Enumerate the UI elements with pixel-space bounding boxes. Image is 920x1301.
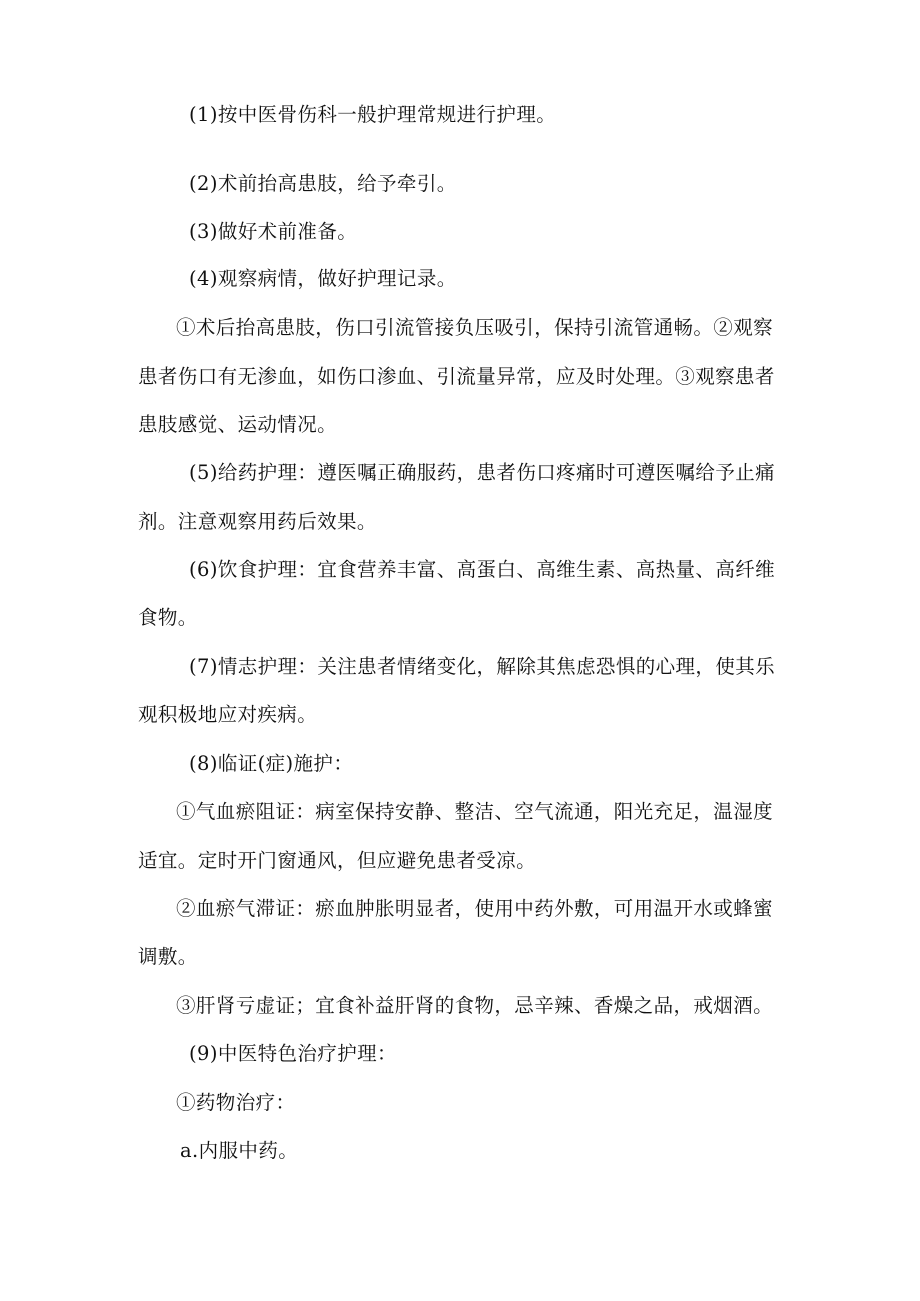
paragraph-5-line-1: (5)给药护理：遵医嘱正确服药，患者伤口疼痛时可遵医嘱给予止痛 [189, 461, 776, 484]
paragraph-1: (1)按中医骨伤科一般护理常规进行护理。 [189, 103, 557, 126]
paragraph-observation-line-1: ①术后抬高患肢，伤口引流管接负压吸引，保持引流管通畅。②观察 [176, 316, 774, 339]
paragraph-8: (8)临证(症)施护： [189, 752, 354, 775]
paragraph-6-line-1: (6)饮食护理：宜食营养丰富、高蛋白、高维生素、高热量、高纤维 [189, 558, 776, 581]
paragraph-4: (4)观察病情，做好护理记录。 [189, 267, 457, 290]
syndrome-1-line-1: ①气血瘀阻证：病室保持安静、整洁、空气流通，阳光充足，温湿度 [176, 800, 774, 823]
paragraph-5-line-2: 剂。注意观察用药后效果。 [138, 510, 377, 533]
paragraph-observation-line-2: 患者伤口有无渗血，如伤口渗血、引流量异常，应及时处理。③观察患者 [138, 365, 775, 388]
syndrome-3: ③肝肾亏虚证；宜食补益肝肾的食物，忌辛辣、香燥之品，戒烟酒。 [176, 994, 774, 1017]
paragraph-6-line-2: 食物。 [138, 606, 198, 629]
paragraph-2: (2)术前抬高患肢，给予牵引。 [189, 172, 457, 195]
treatment-1: ①药物治疗： [176, 1091, 296, 1114]
paragraph-3: (3)做好术前准备。 [189, 220, 358, 243]
treatment-1-a: a.内服中药。 [180, 1139, 299, 1162]
syndrome-1-line-2: 适宜。定时开门窗通风，但应避免患者受凉。 [138, 849, 537, 872]
paragraph-7-line-1: (7)情志护理：关注患者情绪变化，解除其焦虑恐惧的心理，使其乐 [189, 655, 776, 678]
syndrome-2-line-1: ②血瘀气滞证：瘀血肿胀明显者，使用中药外敷，可用温开水或蜂蜜 [176, 897, 774, 920]
paragraph-observation-line-3: 患肢感觉、运动情况。 [138, 413, 338, 436]
paragraph-9: (9)中医特色治疗护理： [189, 1042, 397, 1065]
syndrome-2-line-2: 调敷。 [138, 945, 198, 968]
paragraph-7-line-2: 观积极地应对疾病。 [138, 703, 318, 726]
